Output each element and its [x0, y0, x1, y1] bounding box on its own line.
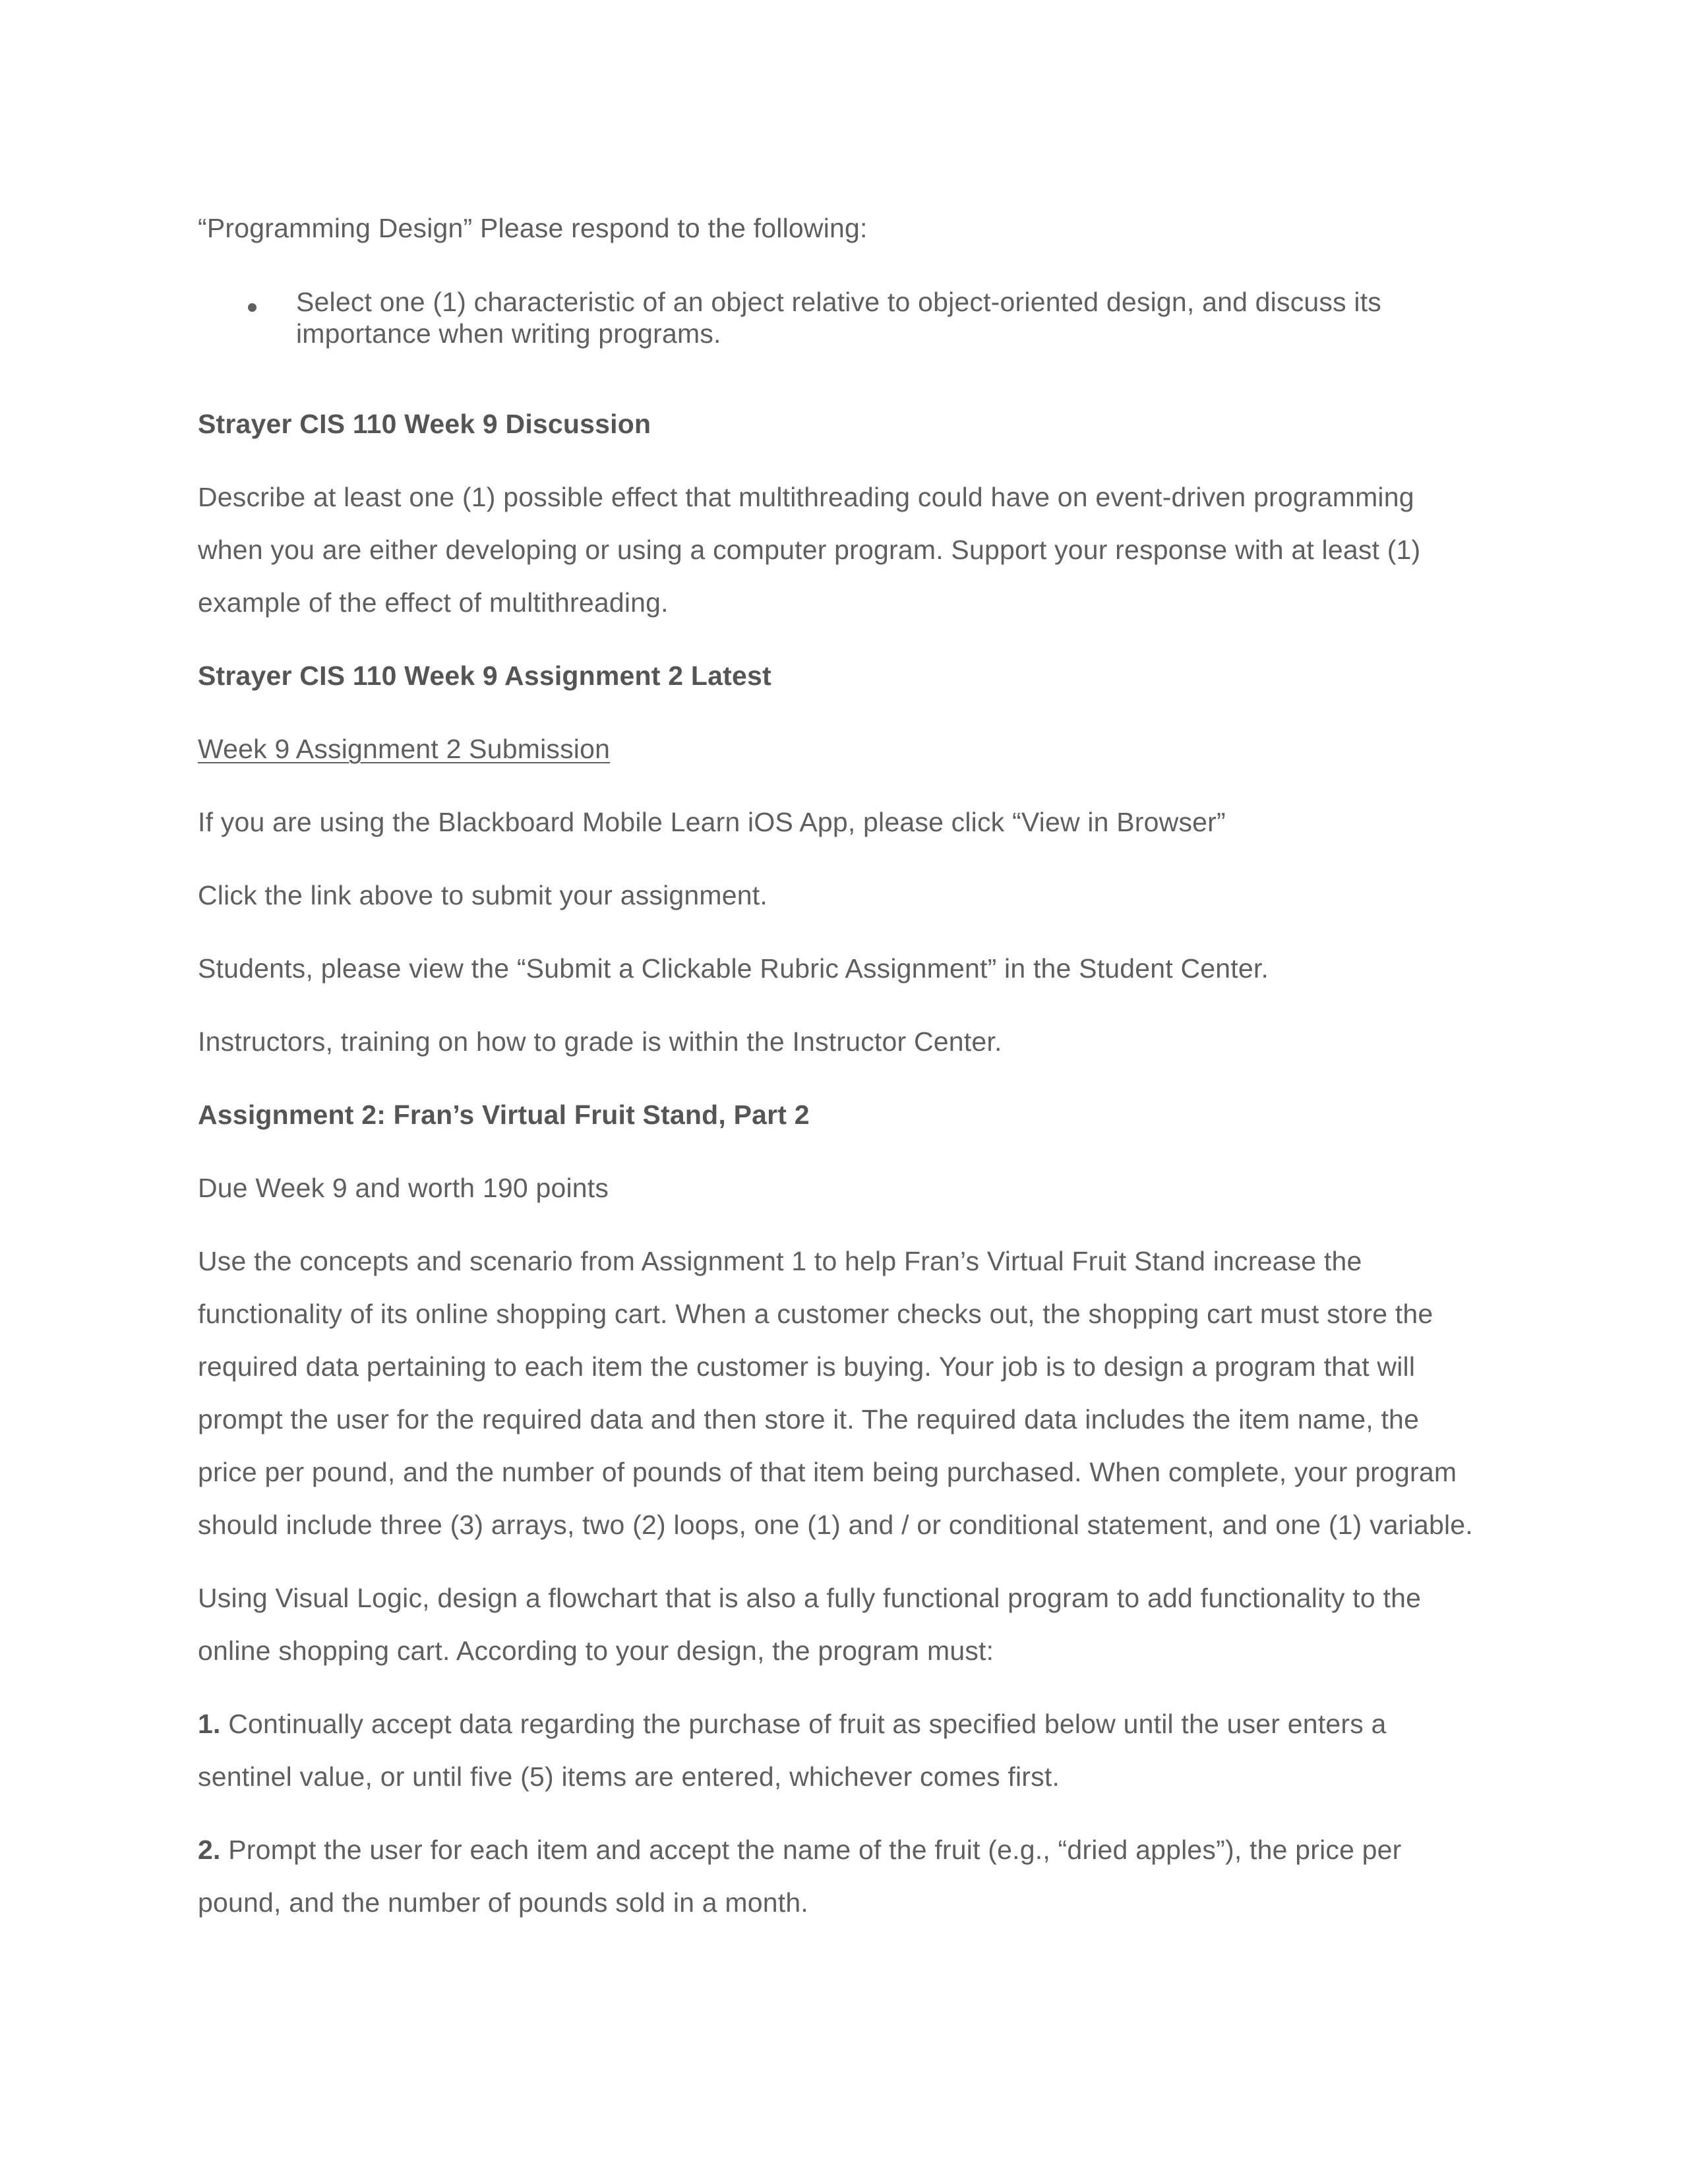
item-2-line-2: pound, and the number of pounds sold in a month.: [198, 1887, 808, 1918]
intro-text: “Programming Design” Please respond to the following:: [198, 213, 868, 243]
item-1-text: Continually accept data regarding the purchase of fruit as specified below until the user enters a: [228, 1709, 1387, 1739]
discussion-line-2: when you are either developing or using a computer program. Support your response with at least (1): [198, 535, 1421, 565]
item-1-number: 1.: [198, 1709, 221, 1739]
visual-logic-line-1: Using Visual Logic, design a flowchart that is also a fully functional program to add functionality to the: [198, 1583, 1422, 1613]
submission-link[interactable]: Week 9 Assignment 2 Submission: [198, 734, 611, 764]
item-1-line-1: [198, 1708, 1386, 1740]
discussion-heading: Strayer CIS 110 Week 9 Discussion: [198, 409, 651, 439]
scenario-line-5: price per pound, and the number of pounds of that item being purchased. When complete, your program: [198, 1457, 1457, 1487]
discussion-line-1: Describe at least one (1) possible effect that multithreading could have on event-driven programming: [198, 482, 1414, 512]
scenario-line-6: should include three (3) arrays, two (2) loops, one (1) and / or conditional statement, and one (1) variable.: [198, 1510, 1473, 1540]
visual-logic-line-2: online shopping cart. According to your design, the program must:: [198, 1636, 994, 1666]
item-2-line-1: [198, 1834, 1402, 1866]
discussion-line-3: example of the effect of multithreading.: [198, 587, 669, 618]
click-note: Click the link above to submit your assignment.: [198, 880, 768, 910]
item-2-number: 2.: [198, 1835, 221, 1865]
mobile-note: If you are using the Blackboard Mobile Learn iOS App, please click “View in Browser”: [198, 807, 1226, 837]
assignment-title: Assignment 2: Fran’s Virtual Fruit Stand, Part 2: [198, 1100, 810, 1130]
item-1-line-2: sentinel value, or until five (5) items are entered, whichever comes first.: [198, 1761, 1060, 1792]
bullet-icon: [248, 303, 256, 312]
students-note: Students, please view the “Submit a Clickable Rubric Assignment” in the Student Center.: [198, 953, 1269, 984]
scenario-line-1: Use the concepts and scenario from Assignment 1 to help Fran’s Virtual Fruit Stand increase the: [198, 1246, 1362, 1276]
assignment-heading: Strayer CIS 110 Week 9 Assignment 2 Latest: [198, 661, 771, 691]
instructors-note: Instructors, training on how to grade is within the Instructor Center.: [198, 1026, 1002, 1057]
scenario-line-2: functionality of its online shopping cart. When a customer checks out, the shopping cart must store the: [198, 1299, 1433, 1329]
scenario-line-3: required data pertaining to each item the customer is buying. Your job is to design a program that will: [198, 1351, 1416, 1382]
bullet-line-1: Select one (1) characteristic of an object relative to object-oriented design, and discuss its: [296, 287, 1381, 317]
item-2-text: Prompt the user for each item and accept the name of the fruit (e.g., “dried apples”), the price per: [228, 1835, 1402, 1865]
bullet-line-2: importance when writing programs.: [296, 318, 721, 349]
due-line: Due Week 9 and worth 190 points: [198, 1173, 609, 1203]
scenario-line-4: prompt the user for the required data and then store it. The required data includes the item name, the: [198, 1404, 1420, 1434]
